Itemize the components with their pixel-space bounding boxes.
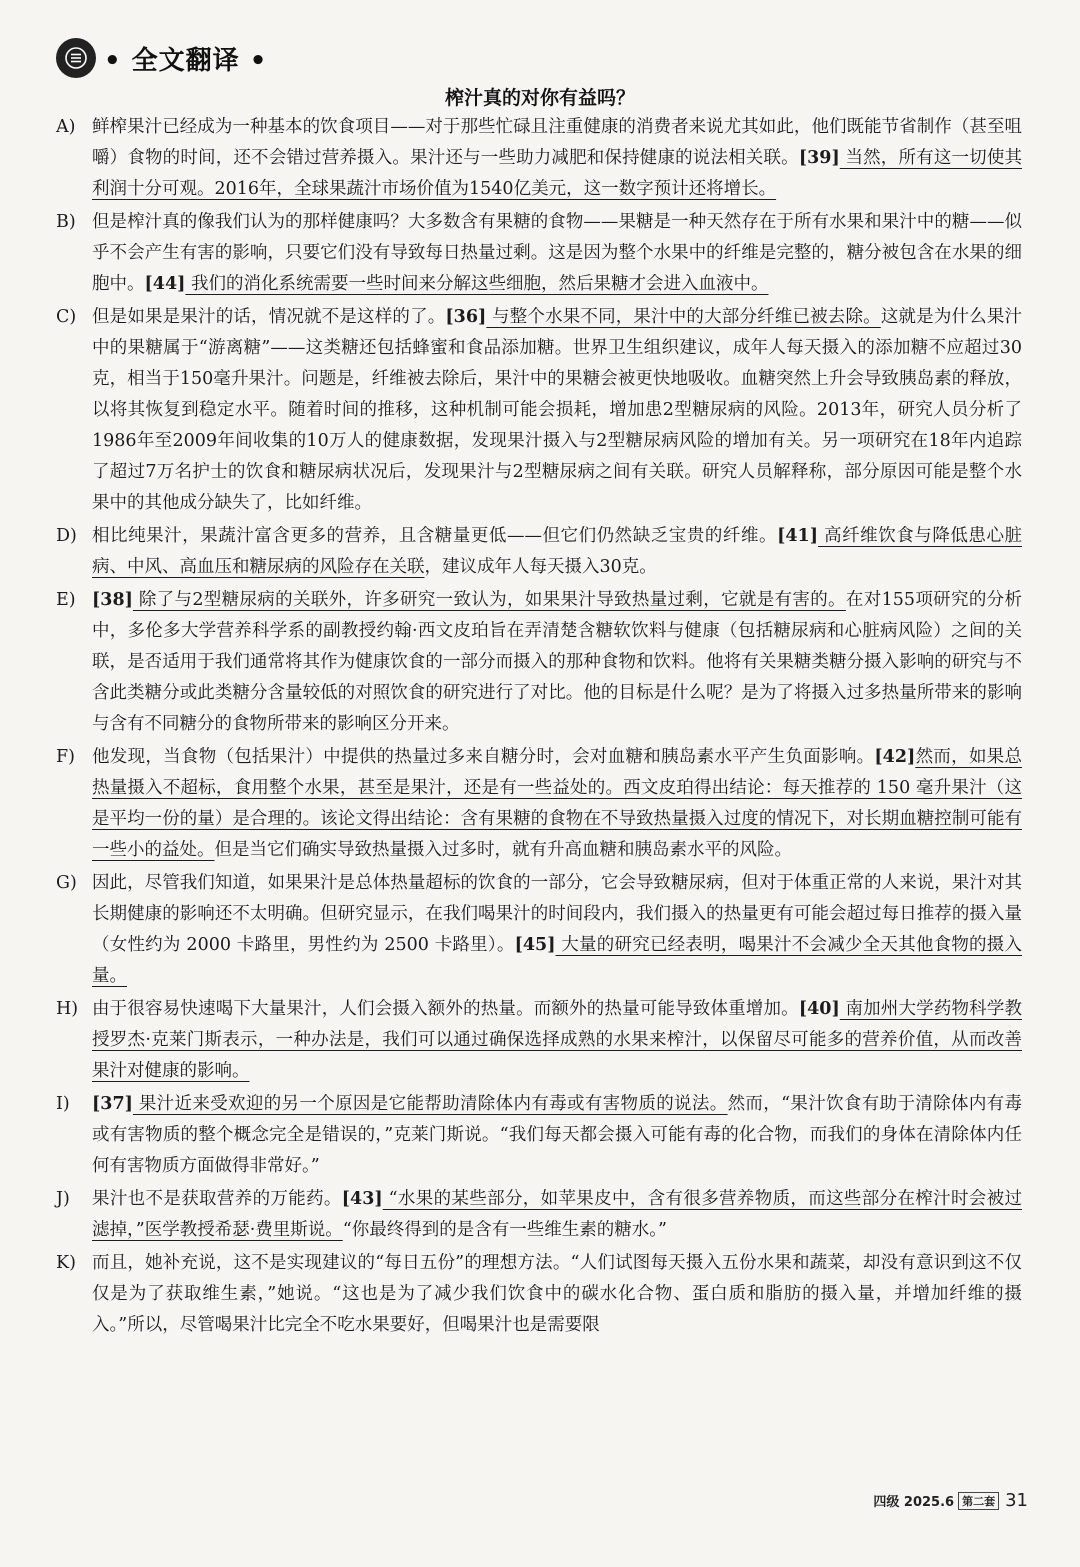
question-number: [45]	[514, 935, 556, 955]
article-title: 榨汁真的对你有益吗？	[444, 87, 635, 109]
paragraph-label: I)	[56, 1094, 70, 1114]
paragraph-text	[92, 868, 1022, 992]
section-header	[56, 38, 267, 78]
question-number: [40]	[798, 999, 840, 1019]
question-number: [37]	[92, 1094, 133, 1114]
paragraph-label: D)	[56, 526, 77, 546]
article-body	[56, 112, 1026, 1343]
text-segment: 他发现，当食物（包括果汁）中提供的热量过多来自糖分时，会对血糖和胰岛素水平产生负面影响。	[92, 747, 875, 767]
question-number: [44]	[144, 274, 186, 294]
paragraph	[56, 302, 1026, 519]
text-segment: “你最终得到的是含有一些维生素的糖水。”	[342, 1220, 667, 1240]
paragraph-text	[92, 302, 1022, 519]
text-segment: 但是如果是果汁的话，情况就不是这样的了。	[92, 307, 446, 327]
paragraph	[56, 207, 1026, 300]
paragraph-text	[92, 994, 1022, 1087]
paragraph	[56, 1248, 1026, 1341]
paragraph-label: B)	[56, 212, 76, 232]
text-segment: 因此，尽管我们知道，如果果汁是总体热量超标的饮食的一部分，它会导致糖尿病，但对于体重正常的人来说，果汁对其长期健康的影响还不太明确。但研究显示，在我们喝果汁的时间段内，我们摄入的热量更有可能会超过每日推荐的摄入量（女性约为 2000 卡路里，男性约为 2500 卡路里）。	[92, 873, 1022, 955]
paragraph-label: E)	[56, 590, 76, 610]
section-title: • 全文翻译 •	[104, 45, 268, 76]
paragraph-text	[92, 1184, 1022, 1246]
underlined-text: 果汁近来受欢迎的另一个原因是它能帮助清除体内有毒或有害物质的说法。	[132, 1094, 728, 1114]
question-number: [39]	[798, 148, 840, 168]
paragraph-label: K)	[56, 1253, 76, 1273]
paragraph	[56, 868, 1026, 992]
issue-label: 四级 2025.6	[873, 1495, 955, 1510]
paragraph-text	[92, 1248, 1022, 1341]
underlined-text: 南加州大学药物科学教授罗杰·克莱门斯表示，一种办法是，我们可以通过确保选择成熟的水果来榨汁，以保留尽可能多的营养价值，从而改善果汁对健康的影响。	[92, 999, 1022, 1081]
paragraph-text	[92, 521, 1022, 583]
paragraph-label: H)	[56, 999, 79, 1019]
paragraph	[56, 994, 1026, 1087]
underlined-text: 与整个水果不同，果汁中的大部分纤维已被去除。	[486, 307, 881, 327]
paragraph-text	[92, 742, 1022, 866]
paragraph	[56, 1089, 1026, 1182]
paragraph-text	[92, 112, 1022, 205]
text-segment: 果汁也不是获取营养的万能药。	[92, 1189, 342, 1209]
text-segment: 相比纯果汁，果蔬汁富含更多的营养，且含糖量更低——但它们仍然缺乏宝贵的纤维。	[92, 526, 778, 546]
page-footer	[873, 1490, 1028, 1511]
paragraph-label: G)	[56, 873, 77, 893]
underlined-text: 高纤维饮食与降低患心脏病、中风、高血压和糖尿病的风险存在关联	[92, 526, 1023, 577]
text-segment: 这就是为什么果汁中的果糖属于“游离糖”——这类糖还包括蜂蜜和食品添加糖。世界卫生组织建议，成年人每天摄入的添加糖不应超过30克，相当于150毫升果汁。问题是，纤维被去除后，果汁中的果糖会被更快地吸收。血糖突然上升会导致胰岛素的释放，以将其恢复到稳定水平。随着时间的推移，这种机制可能会损耗，增加患2型糖尿病的风险。2013年，研究人员分析了1986年至2009年间收集的10万人的健康数据，发现果汁摄入与2型糖尿病风险的增加有关。另一项研究在18年内追踪了超过7万名护士的饮食和糖尿病状况后，发现果汁与2型糖尿病之间有关联。研究人员解释称，部分原因可能是整个水果中的其他成分缺失了，比如纤维。	[92, 307, 1023, 513]
question-number: [38]	[92, 590, 133, 610]
paragraph-text	[92, 585, 1022, 740]
paragraph-text	[92, 207, 1022, 300]
question-number: [41]	[777, 526, 818, 546]
paragraph-label: J)	[56, 1189, 70, 1209]
question-number: [42]	[874, 747, 916, 767]
text-segment: 然而，“果汁饮食有助于清除体内有毒或有害物质的整个概念完全是错误的，”克莱门斯说。“我们每天都会摄入可能有毒的化合物，而我们的身体在清除体内任何有害物质方面做得非常好。”	[92, 1094, 1022, 1176]
text-segment: 但是当它们确实导致热量摄入过多时，就有升高血糖和胰岛素水平的风险。	[214, 840, 792, 860]
paragraph	[56, 521, 1026, 583]
text-segment: 而且，她补充说，这不是实现建议的“每日五份”的理想方法。“人们试图每天摄入五份水果和蔬菜，却没有意识到这不仅仅是为了获取维生素，”她说。“这也是为了减少我们饮食中的碳水化合物、蛋白质和脂肪的摄入量，并增加纤维的摄入。”所以，尽管喝果汁比完全不吃水果要好，但喝果汁也是需要限	[92, 1253, 1022, 1335]
underlined-text: 然而，如果总热量摄入不超标，食用整个水果，甚至是果汁，还是有一些益处的。西文皮珀得出结论：每天推荐的 150 毫升果汁（这是平均一份的量）是合理的。该论文得出结论：含有果糖的食物在不导致热量摄入过度的情况下，对长期血糖控制可能有一些小的益处。	[92, 747, 1023, 860]
paragraph-text	[92, 1089, 1022, 1182]
paragraph-label: F)	[56, 747, 75, 767]
text-segment: ，建议成年人每天摄入30克。	[424, 557, 657, 577]
underlined-text: 除了与2型糖尿病的关联外，许多研究一致认为，如果果汁导致热量过剩，它就是有害的。	[132, 590, 846, 610]
text-segment: 在对155项研究的分析中，多伦多大学营养科学系的副教授约翰·西文皮珀旨在弄清楚含糖软饮料与健康（包括糖尿病和心脏病风险）之间的关联，是否适用于我们通常将其作为健康饮食的一部分而摄入的那种食物和饮料。他将有关果糖类糖分摄入影响的研究与不含此类糖分或此类糖分含量较低的对照饮食的研究进行了对比。他的目标是什么呢？是为了将摄入过多热量所带来的影响与含有不同糖分的食物所带来的影响区分开来。	[92, 590, 1022, 734]
underlined-text: “水果的某些部分，如苹果皮中，含有很多营养物质，而这些部分在榨汁时会被过滤掉，”医学教授希瑟·费里斯说。	[92, 1189, 1022, 1240]
paragraph	[56, 112, 1026, 205]
question-number: [36]	[445, 307, 487, 327]
paragraph	[56, 1184, 1026, 1246]
set-label: 第二套	[958, 1492, 999, 1510]
list-circle-icon	[56, 38, 96, 78]
paragraph-label: C)	[56, 307, 77, 327]
underlined-text: 大量的研究已经表明，喝果汁不会减少全天其他食物的摄入量。	[92, 935, 1023, 986]
paragraph	[56, 585, 1026, 740]
page-number: 31	[1005, 1490, 1028, 1511]
text-segment: 鲜榨果汁已经成为一种基本的饮食项目——对于那些忙碌且注重健康的消费者来说尤其如此，他们既能节省制作（甚至咀嚼）食物的时间，还不会错过营养摄入。果汁还与一些助力减肥和保持健康的说法相关联。	[92, 117, 1022, 168]
paragraph	[56, 742, 1026, 866]
text-segment: 但是榨汁真的像我们认为的那样健康吗？大多数含有果糖的食物——果糖是一种天然存在于所有水果和果汁中的糖——似乎不会产生有害的影响，只要它们没有导致每日热量过剩。这是因为整个水果中的纤维是完整的，糖分被包含在水果的细胞中。	[92, 212, 1022, 294]
text-segment: 由于很容易快速喝下大量果汁，人们会摄入额外的热量。而额外的热量可能导致体重增加。	[92, 999, 799, 1019]
underlined-text: 当然，所有这一切使其利润十分可观。2016年，全球果蔬汁市场价值为1540亿美元，这一数字预计还将增长。	[92, 148, 1022, 199]
question-number: [43]	[341, 1189, 383, 1209]
underlined-text: 我们的消化系统需要一些时间来分解这些细胞，然后果糖才会进入血液中。	[185, 274, 769, 294]
paragraph-label: A)	[56, 117, 76, 137]
